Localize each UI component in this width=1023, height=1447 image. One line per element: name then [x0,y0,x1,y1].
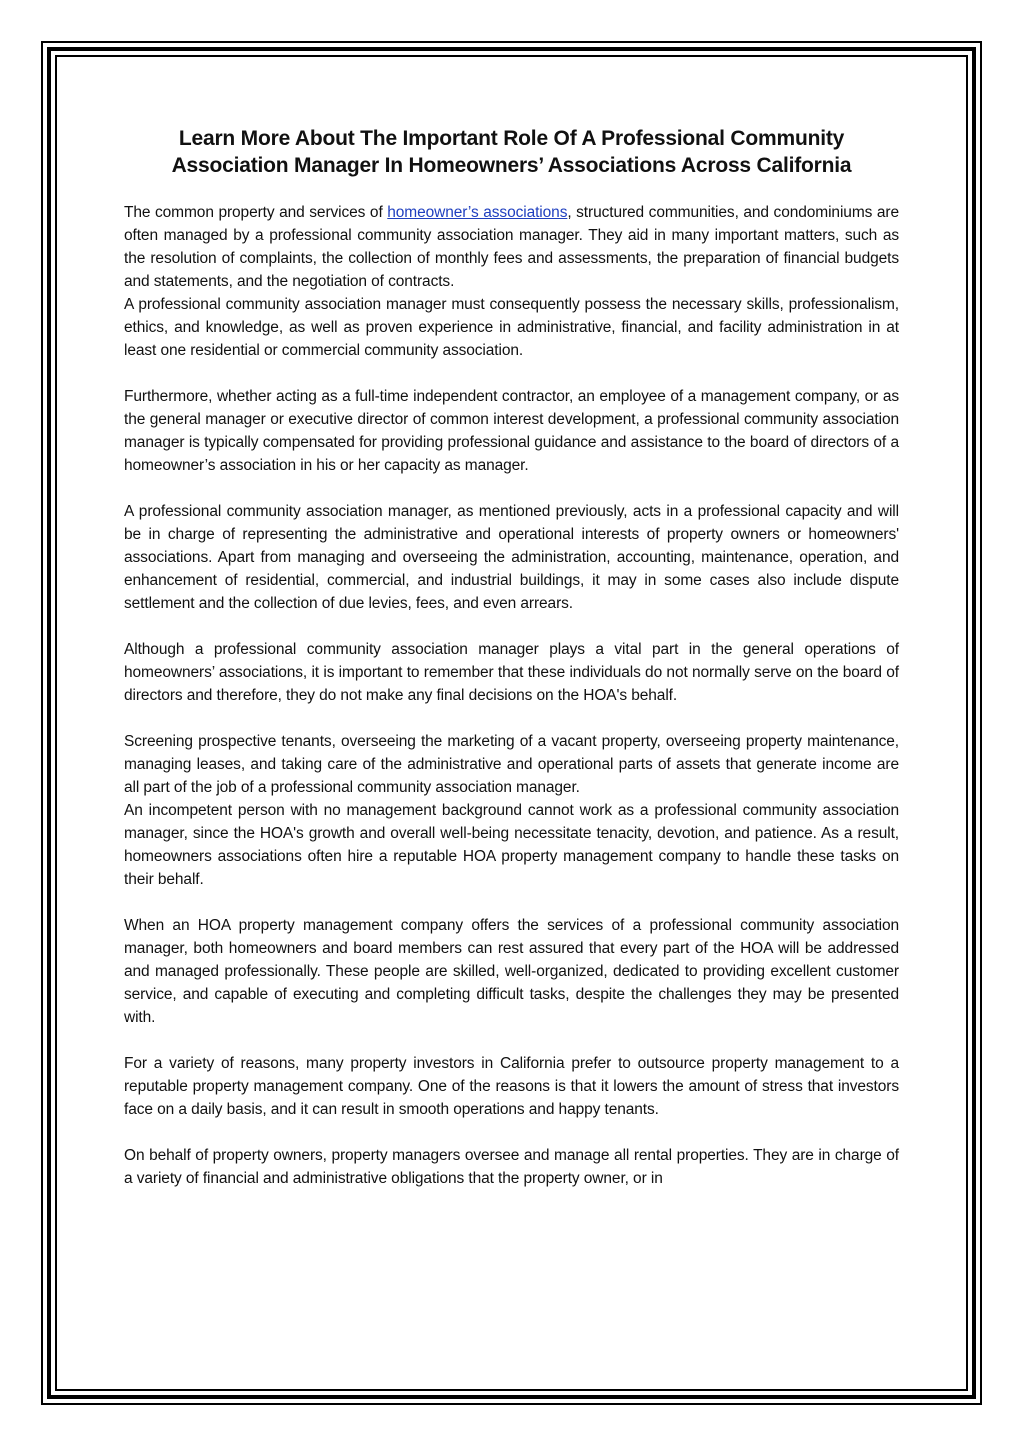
homeowners-associations-link[interactable]: homeowner’s associations [387,204,568,221]
paragraph-9: For a variety of reasons, many property investors in California prefer to outsource property management to a reputable property management company. One of the reasons is that it lowers the amount of stress that investors face on a daily basis, and it can result in smooth operations and happy tenants. [124,1055,899,1118]
document-title [124,125,899,179]
paragraph-3: Furthermore, whether acting as a full-time independent contractor, an employee of a management company, or as the general manager or executive director of common interest development, a professional community association manager is typically compensated for providing professional guidance and assistance to the board of directors of a homeowner’s association in his or her capacity as manager. [124,388,899,474]
paragraph-7: An incompetent person with no management background cannot work as a professional community association manager, since the HOA's growth and overall well-being necessitate tenacity, devotion, and patience. As a result, homeowners associations often hire a reputable HOA property management company to handle these tasks on their behalf. [124,802,899,888]
paragraph-8: When an HOA property management company offers the services of a professional community association manager, both homeowners and board members can rest assured that every part of the HOA will be addressed and managed professionally. These people are skilled, well-organized, dedicated to providing excellent customer service, and capable of executing and completing difficult tasks, despite the challenges they may be presented with. [124,917,899,1026]
paragraph-6: Screening prospective tenants, overseeing the marketing of a vacant property, overseeing property maintenance, managing leases, and taking care of the administrative and operational parts of assets that generate income are all part of the job of a professional community association manager. [124,733,899,796]
paragraph-1 [124,201,899,293]
paragraph-5: Although a professional community association manager plays a vital part in the general operations of homeowners’ associations, it is important to remember that these individuals do not normally serve on the board of directors and therefore, they do not make any final decisions on the HOA's behalf. [124,641,899,704]
title-line-2: Association Manager In Homeowners’ Associations Across California [171,154,852,177]
document-body [124,125,899,1213]
paragraph-1-intro: The common property and services of [124,204,388,221]
paragraph-10: On behalf of property owners, property managers oversee and manage all rental properties. They are in charge of a variety of financial and administrative obligations that the property owner, or in [124,1147,899,1187]
paragraph-2: A professional community association manager must consequently possess the necessary skills, professionalism, ethics, and knowledge, as well as proven experience in administrative, financial, and facility administration in at least one residential or commercial community association. [124,296,899,359]
title-line-1: Learn More About The Important Role Of A Professional Community [178,127,845,150]
paragraph-1-rest: , structured communities, and condominiums are often managed by a professional community association manager. They aid in many important matters, such as the resolution of complaints, the collection of monthly fees and assessments, the preparation of financial budgets and statements, and the negotiation of contracts. [124,204,899,290]
paragraph-4: A professional community association manager, as mentioned previously, acts in a professional capacity and will be in charge of representing the administrative and operational interests of property owners or homeowners' associations. Apart from managing and overseeing the administration, accounting, maintenance, operation, and enhancement of residential, commercial, and industrial buildings, it may in some cases also include dispute settlement and the collection of due levies, fees, and even arrears. [124,503,899,612]
